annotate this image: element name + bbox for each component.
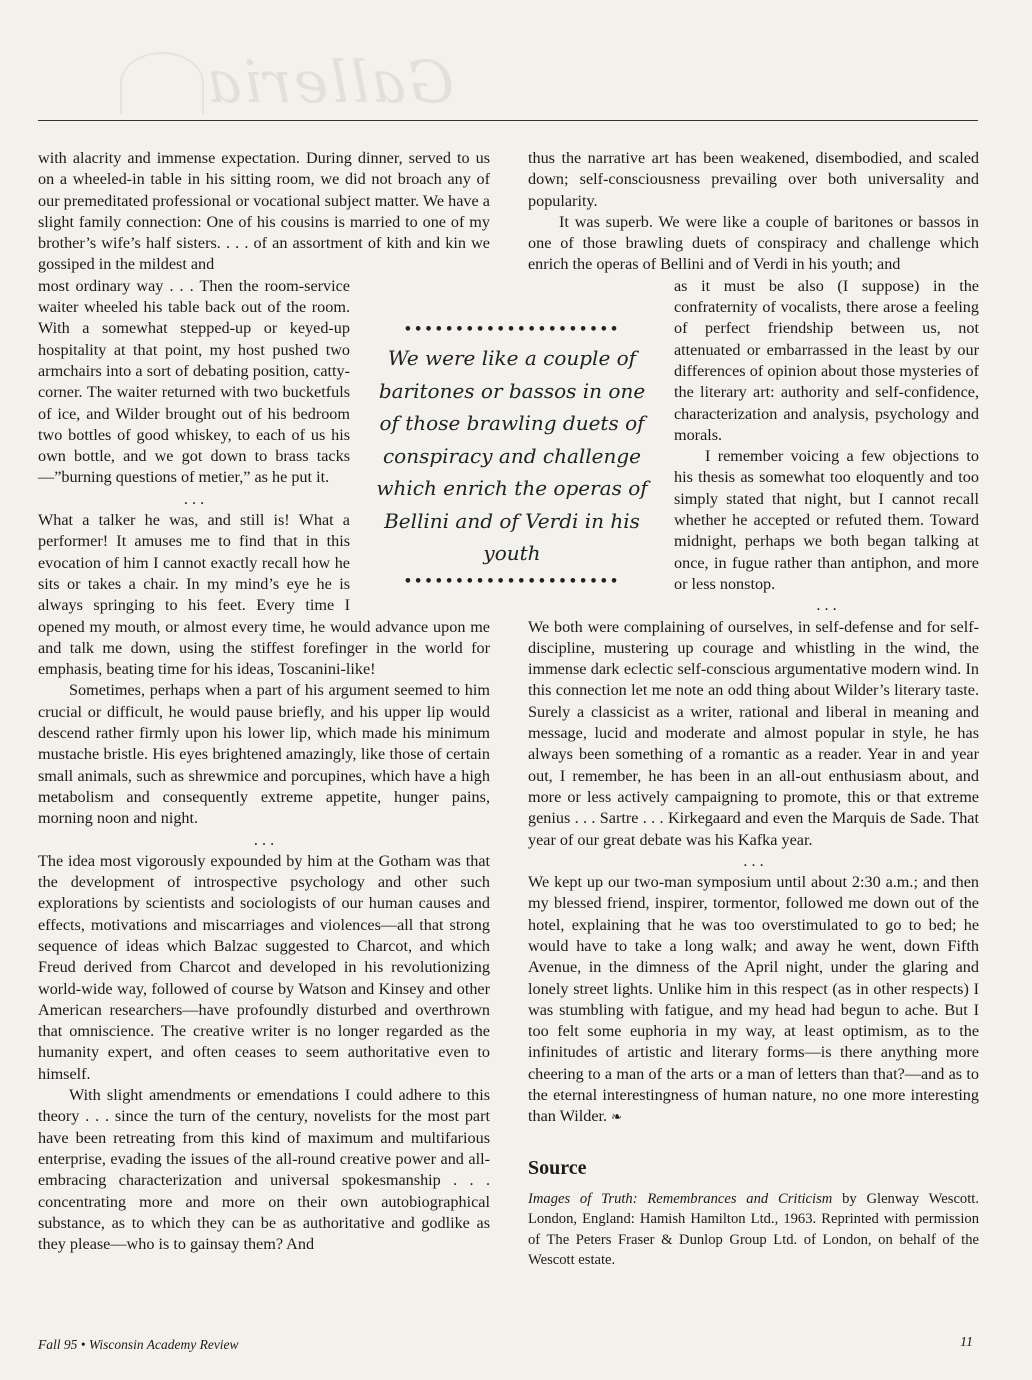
left-column	[38, 148, 490, 1255]
right-column	[528, 148, 979, 1271]
footer-page-number: 11	[960, 1335, 973, 1350]
right-paragraph-2-lead: It was superb. We were like a couple of baritones or bassos in one of those brawling duets of conspiracy and challenge which enrich the operas of Bellini and of Verdi in his youth; and	[528, 212, 979, 274]
header-rule	[38, 120, 978, 121]
right-paragraph-1: thus the narrative art has been weakened, disembodied, and scaled down; self-consciousness prevailing over both universality and popularity.	[528, 149, 979, 210]
pull-quote-dots-bottom: •••••••••••••••••••••	[403, 573, 621, 589]
left-paragraph-1-wrap: most ordinary way . . . Then the room-service waiter wheeled his table back out of the room. With a somewhat stepped-up or keyed-up hospitality at that point, my host pushed two armchairs into a sort of debating position, catty-corner. The waiter returned with two bucketfuls of ice, and Wilder brought out of his bedroom two bottles of good whiskey, to each of us his own bottle, and we got down to brass tacks—”burning questions of metier,” as he put it.	[38, 276, 350, 487]
masthead-ghost-text: Galleria	[205, 48, 455, 116]
end-mark-icon: ❧	[611, 1109, 623, 1125]
left-paragraph-4: The idea most vigorously expounded by him at the Gotham was that the development of introspective psychology and other such explorations by scientists and sociologists of our human causes and effects, motivations and miscarriages and violences—all that strong sequence of ideas which Balzac suggested to Charcot, and which Freud derived from Charcot and developed in his revolutionizing world-wide way, followed of course by Watson and Kinsey and other American researchers—have profoundly disturbed and overthrown that omniscience. The creative writer is no longer regarded as the humanity expert, and often ceases to seem authoritative even to himself.	[38, 851, 490, 1083]
source-citation-text: by Glenway Wescott. London, England: Hamish Hamilton Ltd., 1963. Reprinted with permission of The Peters Fraser & Dunlop Group Ltd. of London, on behalf of the Wescott estate.	[528, 1190, 979, 1269]
left-paragraph-2: What a talker he was, and still is! What a performer! It amuses me to find that in this evocation of him I cannot exactly recall how he sits or takes a chair. In my mind’s eye he is always springing to his feet. Every time I opened my mouth, or almost every time, he would advance upon me and talk me down, using the stiffest forefinger in the world for emphasis, beating time for his ideas, Toscanini-like!	[38, 511, 490, 679]
section-separator: . . .	[816, 596, 837, 615]
source-citation	[528, 1189, 979, 1271]
left-paragraph-3: Sometimes, perhaps when a part of his argument seemed to him crucial or difficult, he would pause briefly, and his upper lip would descend rather firmly upon his lower lip, which made his minimum mustache bristle. His eyes brightened amazingly, like those of certain small animals, such as shrewmice and porcupines, which have a high metabolism and consequently extreme appetite, hunger pains, morning noon and night.	[38, 681, 490, 828]
pull-quote-text: We were like a couple of baritones or bassos in one of those brawling duets of conspiracy and challenge which enrich the operas of Bellini and of Verdi in his youth	[376, 346, 648, 565]
right-paragraph-3: I remember voicing a few objections to his thesis as somewhat too eloquently and too simply stated that night, but I cannot recall whether he accepted or refuted them. Toward midnight, perhaps we both began talking at once, in fugue rather than antiphon, and more or less nonstop.	[674, 447, 979, 593]
source-heading: Source	[528, 1156, 587, 1179]
left-paragraph-1-lead: with alacrity and immense expectation. During dinner, served to us on a wheeled-in table in his sitting room, we did not broach any of our premeditated professional or vocational subject matter. We have a slight family connection: One of his cousins is married to one of my brother’s wife’s half sisters. . . . of an assortment of kith and kin we gossiped in the mildest and	[38, 149, 490, 274]
footer-publication: Fall 95 • Wisconsin Academy Review	[38, 1337, 239, 1352]
section-separator: . . .	[743, 851, 764, 870]
section-separator: . . .	[183, 489, 205, 508]
source-book-title: Images of Truth: Remembrances and Criticism	[528, 1190, 833, 1207]
right-paragraph-5-text: We kept up our two-man symposium until about 2:30 a.m.; and then my blessed friend, inspirer, tormentor, followed me down out of the hotel, explaining that he was too overstimulated to go to bed; he would have to take a long walk; and away he went, down Fifth Avenue, in the dimness of the April night, under the glaring and lonely street lights. Unlike him in this respect (as in other respects) I was stumbling with fatigue, and my head had begun to ache. But I too felt some euphoria in my way, at least optimism, as to the infinitudes of artistic and literary forms—is there anything more cheering to a man of the arts or a man of letters than that?—and as to the eternal interestingness of human nature, no one more interesting than Wilder.	[528, 873, 979, 1126]
right-paragraph-5	[528, 872, 979, 1128]
pull-quote-dots-top: •••••••••••••••••••••	[403, 322, 621, 337]
right-paragraph-2-wrap: as it must be also (I suppose) in the confraternity of vocalists, there arose a feeling of perfect friendship between us, not attenuated or embarrassed in the least by our differences of opinion about those mysteries of the literary art: authority and self-confidence, characterization and analysis, psychology and morals.	[674, 276, 979, 444]
right-paragraph-4: We both were complaining of ourselves, in self-defense and for self-discipline, mustering up courage and whistling in the wind, the immense dark eclectic self-conscious argumentative modern wind. In this connection let me note an odd thing about Wilder’s literary taste. Surely a classicist as a writer, rational and liberal in meaning and message, lucid and moderate and almost popular in style, he has always been something of a romantic as a reader. Year in and year out, I remember, he has been in an all-out enthusiasm about, and more or less actively campaigning to promote, this or that extreme genius . . . Sartre . . . Kirkegaard and even the Marquis de Sade. That year of our great debate was his Kafka year.	[528, 617, 979, 849]
section-separator: . . .	[253, 830, 275, 849]
pull-quote	[370, 322, 654, 590]
masthead-ghost-arc	[120, 52, 204, 114]
left-paragraph-5: With slight amendments or emendations I could adhere to this theory . . . since the turn of the century, novelists for the most part have been retreating from this kind of maximum and multifarious enterprise, evading the issues of the all-round creative power and all-embracing characterization and universal spokesmanship . . . concentrating more and more on their own autobiographical substance, as to which they can be as authoritative and godlike as they please—who is to gainsay them? And	[38, 1086, 490, 1254]
